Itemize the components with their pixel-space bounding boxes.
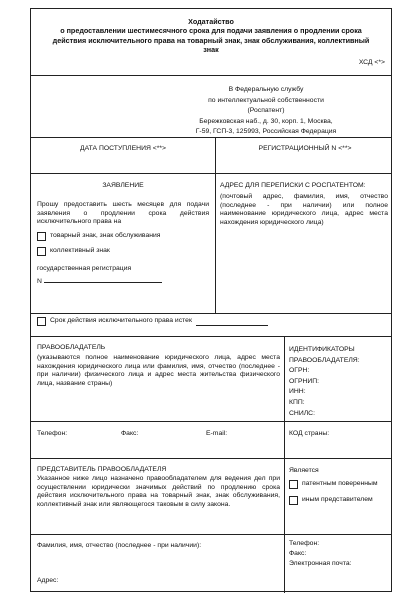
ogrnip-label: ОГРНИП: <box>289 377 320 385</box>
divider <box>31 173 391 174</box>
ogrn-label: ОГРН: <box>289 367 310 375</box>
addressee-line: Г-59, ГСП-3, 125993, Российская Федерация <box>195 128 337 136</box>
owner-fax-label: Факс: <box>121 430 139 437</box>
trademark-option-label: товарный знак, знак обслуживания <box>50 232 161 240</box>
divider <box>31 421 391 422</box>
patent-attorney-checkbox[interactable] <box>289 480 298 489</box>
inn-label: ИНН: <box>289 388 306 396</box>
divider <box>284 458 285 593</box>
representative-fax-label: Факс: <box>289 550 307 557</box>
collective-option-label: коллективный знак <box>50 247 110 255</box>
representative-contacts <box>289 539 352 569</box>
other-representative-label: иным представителем <box>302 496 373 504</box>
option-other-representative[interactable] <box>289 496 373 505</box>
representative-email-label: Электронная почта: <box>289 560 352 567</box>
option-collective[interactable] <box>37 247 110 256</box>
owner-email-label: E-mail: <box>206 430 228 437</box>
trademark-checkbox[interactable] <box>37 232 46 241</box>
country-code-label: КОД страны: <box>289 430 330 437</box>
divider <box>31 313 391 314</box>
divider <box>31 458 391 459</box>
representative-address-label: Адрес: <box>37 577 59 584</box>
receipt-date-label: ДАТА ПОСТУПЛЕНИЯ <**> <box>80 145 166 152</box>
expiry-row[interactable] <box>37 317 268 326</box>
form-frame <box>30 8 392 592</box>
addressee-line: В Федеральную службу <box>228 86 304 93</box>
representative-heading: ПРЕДСТАВИТЕЛЬ ПРАВООБЛАДАТЕЛЯ <box>37 466 167 473</box>
representative-text: Указанное ниже лицо назначено правообладателем для ведения дел при осуществлении юридически значимых действий по продлению срока действия исключительного права на товарный знак, знак обслуживания, коллективный знак или являющегося таковым в силу закона. <box>37 475 280 508</box>
title-line: знак <box>203 45 219 55</box>
registration-number-line[interactable] <box>44 275 162 283</box>
divider <box>215 137 216 173</box>
registration-number-label: РЕГИСТРАЦИОННЫЙ N <**> <box>258 145 352 152</box>
kpp-label: КПП: <box>289 398 305 406</box>
divider <box>31 534 391 535</box>
divider <box>284 336 285 458</box>
addressee-line: Бережковская наб., д. 30, корп. 1, Москва, <box>199 117 333 125</box>
addressee-line: (Роспатент) <box>247 107 285 115</box>
snils-label: СНИЛС: <box>289 409 315 417</box>
divider <box>31 75 391 76</box>
title-line: действия исключительного права на товарный знак, знак обслуживания, коллективный <box>52 35 370 45</box>
option-patent-attorney[interactable] <box>289 480 378 489</box>
title-line: Ходатайство <box>188 17 234 26</box>
identifiers-heading: ПРАВООБЛАДАТЕЛЯ: <box>289 356 360 364</box>
form-title <box>31 17 391 55</box>
owner-text: (указываются полное наименование юридического лица, адрес места нахождения юридического лица или фамилия, имя, отчество (последнее - при наличии) физического лица и адрес места жительства физического лица, название страны) <box>37 354 280 387</box>
expiry-label: Срок действия исключительного права истек <box>50 317 192 325</box>
owner-heading: ПРАВООБЛАДАТЕЛЬ <box>37 344 106 351</box>
registration-label: государственная регистрация <box>37 265 132 272</box>
divider <box>31 137 391 138</box>
hsd-mark: ХСД <*> <box>358 59 385 66</box>
correspondence-text: (почтовый адрес, фамилия, имя, отчество (последнее - при наличии) или полное наименование юридического лица, адрес места нахождения юридического лица) <box>220 193 388 226</box>
registration-number-field[interactable] <box>37 275 162 287</box>
collective-checkbox[interactable] <box>37 247 46 256</box>
identifiers-heading: ИДЕНТИФИКАТОРЫ <box>289 346 355 353</box>
application-heading: ЗАЯВЛЕНИЕ <box>102 182 144 189</box>
title-line: о предоставлении шестимесячного срока для подачи заявления о продлении срока <box>60 26 362 36</box>
expiry-date-line[interactable] <box>196 318 268 326</box>
representative-phone-label: Телефон: <box>289 540 320 547</box>
addressee-block <box>171 85 361 138</box>
patent-attorney-label: патентным поверенным <box>302 480 378 488</box>
other-representative-checkbox[interactable] <box>289 496 298 505</box>
application-text: Прошу предоставить шесть месяцев для подачи заявления о продлении срока действия исключительного права на <box>37 201 209 226</box>
option-trademark[interactable] <box>37 232 160 241</box>
owner-phone-label: Телефон: <box>37 430 68 437</box>
representative-is-label: Является <box>289 467 319 474</box>
addressee-line: по интеллектуальной собственности <box>208 96 324 104</box>
correspondence-heading: АДРЕС ДЛЯ ПЕРЕПИСКИ С РОСПАТЕНТОМ: <box>220 182 366 189</box>
divider <box>215 173 216 313</box>
number-prefix: N <box>37 278 42 285</box>
expiry-checkbox[interactable] <box>37 317 46 326</box>
representative-name-label: Фамилия, имя, отчество (последнее - при наличии): <box>37 542 202 549</box>
divider <box>31 336 391 337</box>
identifiers-block <box>289 345 360 419</box>
